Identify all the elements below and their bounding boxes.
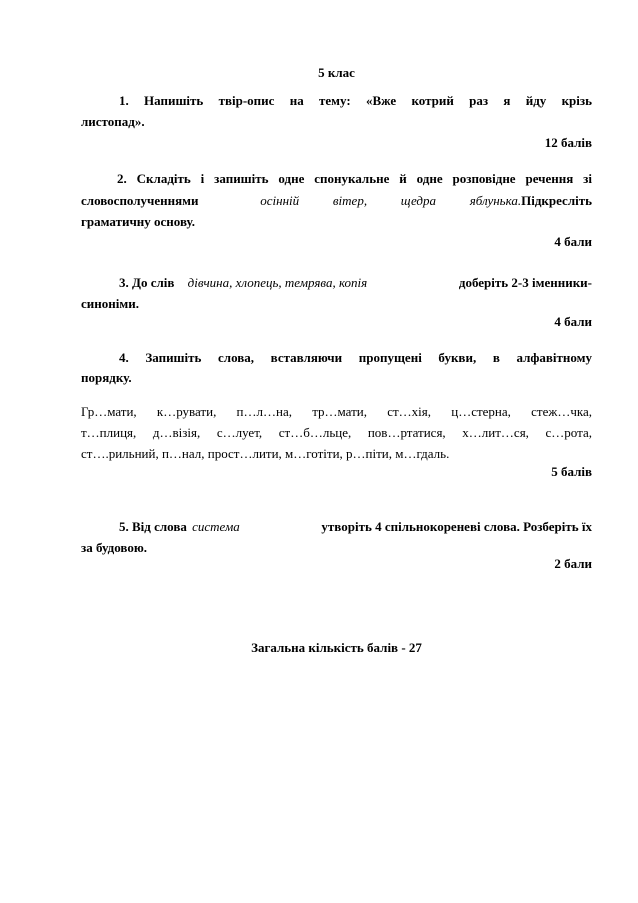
- task-2-score: 4 бали: [554, 234, 592, 249]
- task-2-line-2: [81, 193, 592, 209]
- task-3-line-2: синоніми.: [81, 296, 139, 311]
- task-4-words-3: ст….рильний, п…нал, прост…лити, м…готіти, р…піти, м…гдаль.: [81, 446, 450, 461]
- task-2-line-1: 2. Складіть і запишіть одне спонукальне й одне розповідне речення зі: [117, 171, 592, 186]
- task-5-score: 2 бали: [554, 556, 592, 571]
- task-4-score: 5 балів: [551, 464, 592, 479]
- task-5-text-a: 5. Від слова: [119, 519, 187, 534]
- task-3-text-c: доберіть 2-3 іменники-: [458, 275, 592, 290]
- task-3-score: 4 бали: [554, 314, 592, 329]
- task-2-text-a: словосполученнями: [81, 193, 199, 208]
- task-2-phrases: осінній вітер, щедра яблунька.: [260, 193, 522, 208]
- task-4-line-2: порядку.: [81, 370, 132, 385]
- task-1-line-2: листопад».: [81, 114, 145, 129]
- task-3-line-1: [81, 275, 592, 291]
- task-2-text-c: Підкресліть: [521, 193, 592, 208]
- page-title: 5 клас: [318, 65, 355, 80]
- task-3-words: дівчина, хлопець, темрява, копія: [187, 275, 368, 290]
- task-1-line-1: 1. Напишіть твір-опис на тему: «Вже котрий раз я йду крізь: [119, 93, 592, 108]
- total-score: Загальна кількість балів - 27: [251, 640, 422, 655]
- task-5-line-1: [81, 519, 592, 535]
- task-2-line-3: граматичну основу.: [81, 214, 195, 229]
- task-5-line-2: за будовою.: [81, 540, 148, 555]
- task-4-line-1: 4. Запишіть слова, вставляючи пропущені букви, в алфавітному: [119, 350, 592, 365]
- task-4-words-1: Гр…мати, к…рувати, п…л…на, тр…мати, ст…хія, ц…стерна, стеж…чка,: [81, 404, 592, 419]
- task-3-text-a: 3. До слів: [119, 275, 175, 290]
- task-5-word: система: [192, 519, 240, 534]
- task-5-text-c: утворіть 4 спільнокореневі слова. Розберіть їх: [321, 519, 592, 534]
- task-1-score: 12 балів: [544, 135, 592, 150]
- task-4-words-2: т…плиця, д…візія, с…лует, ст…б…льце, пов…ртатися, х…лит…ся, с…рота,: [81, 425, 592, 440]
